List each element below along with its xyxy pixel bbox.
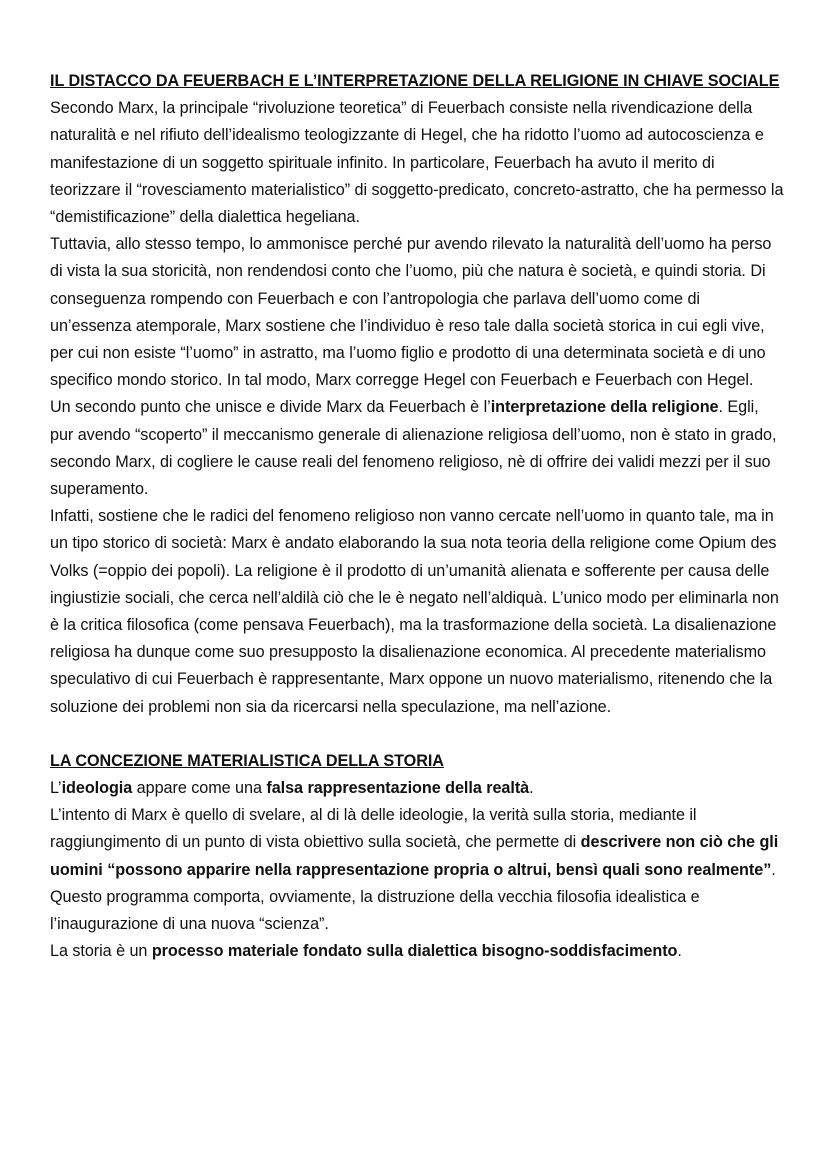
text-run: appare come una xyxy=(132,779,267,798)
text-run: . Egli, pur avendo “scoperto” il meccanismo generale di alienazione religiosa dell’uomo, non è stato in grado, secondo Marx, di cogliere le cause reali del fenomeno religioso, nè di offrire dei validi mezzi per il suo superamento. xyxy=(50,398,777,499)
paragraph xyxy=(50,95,785,231)
text-run: Secondo Marx, la principale “rivoluzione teoretica” di Feuerbach consiste nella rivendicazione della naturalità e nel rifiuto dell’idealismo teologizzante di Hegel, che ha ridotto l’uomo ad autocoscienza e manifestazione di un soggetto spirituale infinito. In particolare, Feuerbach ha avuto il merito di teorizzare il “rovesciamento materialistico” di soggetto-predicato, concreto-astratto, che ha permesso la “demistificazione” della dialettica hegeliana. xyxy=(50,99,784,227)
text-run: . Questo programma comporta, ovviamente, la distruzione della vecchia filosofia idealistica e l’inaugurazione di una nuova “scienza”. xyxy=(50,860,776,934)
section-feuerbach-religion xyxy=(50,68,785,721)
bold-text-run: ideologia xyxy=(61,779,133,798)
text-run: Infatti, sostiene che le radici del fenomeno religioso non vanno cercate nell’uomo in quanto tale, ma in un tipo storico di società: Marx è andato elaborando la sua nota teoria della religione come Opium des Volks (=oppio dei popoli). La religione è il prodotto di un’umanità alienata e sofferente per causa delle ingiustizie sociali, che cerca nell’aldilà ciò che le è negato nell’aldiquà. L’unico modo per eliminarla non è la critica filosofica (come pensava Feuerbach), ma la trasformazione della società. La disalienazione religiosa ha dunque come suo presupposto la disalienazione economica. Al precedente materialismo speculativo di cui Feuerbach è rappresentante, Marx oppone un nuovo materialismo, ritenendo che la soluzione dei problemi non sia da ricercarsi nella speculazione, ma nell’azione. xyxy=(50,507,779,716)
text-run: Tuttavia, allo stesso tempo, lo ammonisce perché pur avendo rilevato la naturalità dell’uomo ha perso di vista la sua storicità, non rendendosi conto che l’uomo, più che natura è società, e quindi storia. Di conseguenza rompendo con Feuerbach e con l’antropologia che parlava dell’uomo come di un’essenza atemporale, Marx sostiene che l’individuo è reso tale dalla società storica in cui egli vive, per cui non esiste “l’uomo” in astratto, ma l’uomo figlio e prodotto di una determinata società e di uno specifico mondo storico. In tal modo, Marx corregge Hegel con Feuerbach e Feuerbach con Hegel. xyxy=(50,235,772,390)
bold-text-run: falsa rappresentazione della realtà xyxy=(266,779,530,798)
text-run: Un secondo punto che unisce e divide Marx da Feuerbach è l’ xyxy=(50,398,491,417)
text-run: . xyxy=(677,942,682,961)
paragraph xyxy=(50,503,785,721)
section-materialistic-history xyxy=(50,748,785,966)
paragraph xyxy=(50,938,785,965)
document-page xyxy=(50,68,785,966)
text-run: . xyxy=(529,779,534,798)
text-run: L’ xyxy=(50,779,62,798)
paragraph xyxy=(50,394,785,503)
paragraph xyxy=(50,231,785,394)
text-run: L’intento di Marx è quello di svelare, al di là delle ideologie, la verità sulla storia, mediante il raggiungimento di un punto di vista obiettivo sulla società, che permette di xyxy=(50,806,697,852)
text-run: La storia è un xyxy=(50,942,152,961)
paragraph xyxy=(50,802,785,938)
section-heading: LA CONCEZIONE MATERIALISTICA DELLA STORIA xyxy=(50,751,444,770)
section-heading: IL DISTACCO DA FEUERBACH E L’INTERPRETAZIONE DELLA RELIGIONE IN CHIAVE SOCIALE xyxy=(50,72,780,90)
bold-text-run: interpretazione della religione xyxy=(490,398,719,417)
bold-text-run: descrivere non ciò che gli uomini “possono apparire nella rappresentazione propria o altrui, bensì quali sono realmente” xyxy=(50,833,779,879)
bold-text-run: processo materiale fondato sulla dialettica bisogno-soddisfacimento xyxy=(151,942,678,961)
paragraph xyxy=(50,775,785,802)
